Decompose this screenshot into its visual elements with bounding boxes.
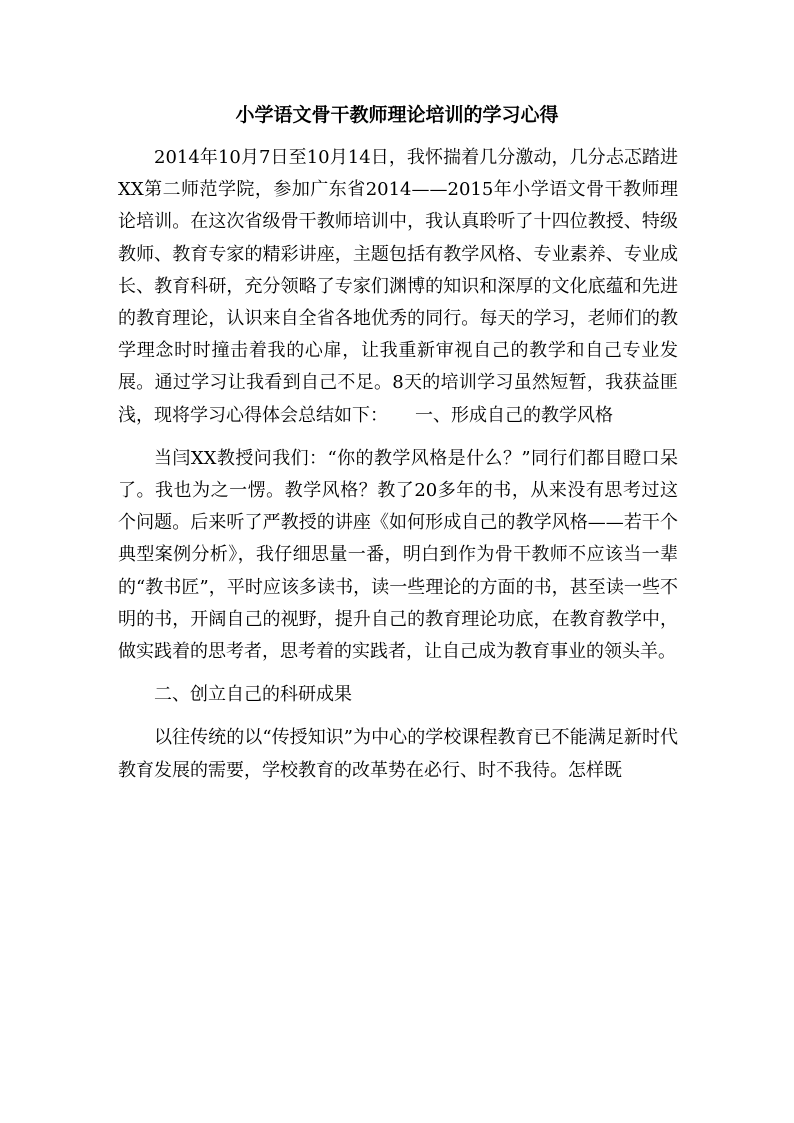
document-body xyxy=(118,142,678,798)
paragraph-introduction: 2014年10月7日至10月14日，我怀揣着几分激动，几分忐忑踏进XX第二师范学院，参加广东省2014——2015年小学语文骨干教师理论培训。在这次省级骨干教师培训中，我认真聆听了十四位教授、特级教师、教育专家的精彩讲座，主题包括有教学风格、专业素养、专业成长、教育科研，充分领略了专家们渊博的知识和深厚的文化底蕴和先进的教育理论，认识来自全省各地优秀的同行。每天的学习，老师们的教学理念时时撞击着我的心扉，让我重新审视自己的教学和自己专业发展。通过学习让我看到自己不足。8天的培训学习虽然短暂，我获益匪浅，现将学习心得体会总结如下： 一、形成自己的教学风格 xyxy=(118,147,678,426)
document-title: 小学语文骨干教师理论培训的学习心得 xyxy=(235,104,559,126)
section-heading-research: 二、创立自己的科研成果 xyxy=(154,684,352,706)
paragraph-teaching-style: 当闫XX教授问我们：“你的教学风格是什么？”同行们都目瞪口呆了。我也为之一愣。教学风格？教了20多年的书，从来没有思考过这个问题。后来听了严教授的讲座《如何形成自己的教学风格——若干个典型案例分析》，我仔细思量一番，明白到作为骨干教师不应该当一辈的“教书匠”，平时应该多读书，读一些理论的方面的书，甚至读一些不明的书，开阔自己的视野，提升自己的教育理论功底，在教育教学中，做实践着的思考者，思考着的实践者，让自己成为教育事业的领头羊。 xyxy=(118,447,678,663)
paragraph-research: 以往传统的以“传授知识”为中心的学校课程教育已不能满足新时代教育发展的需要，学校教育的改革势在必行、时不我待。怎样既 xyxy=(118,727,678,781)
